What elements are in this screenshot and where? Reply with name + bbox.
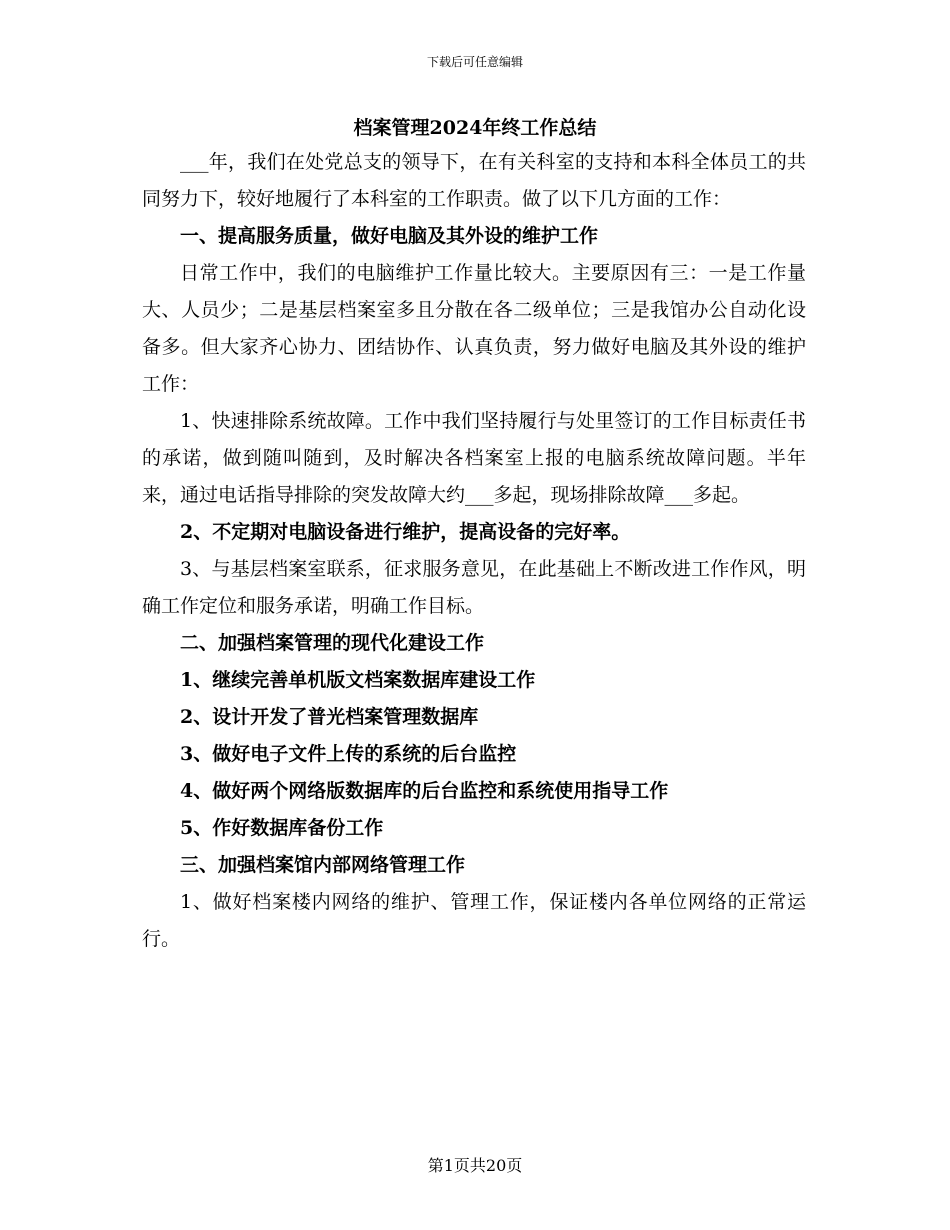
bold-list-item: 2、不定期对电脑设备进行维护，提高设备的完好率。 <box>180 521 631 543</box>
document-body <box>142 144 806 958</box>
list-item-paragraph: 3、与基层档案室联系，征求服务意见，在此基础上不断改进工作作风，明确工作定位和服务承诺，明确工作目标。 <box>142 558 806 617</box>
list-item-paragraph: 1、做好档案楼内网络的维护、管理工作，保证楼内各单位网络的正常运行。 <box>142 891 806 950</box>
document-title: 档案管理2024年终工作总结 <box>353 117 597 139</box>
intro-paragraph: ___年，我们在处党总支的领导下，在有关科室的支持和本科全体员工的共同努力下，较好地履行了本科室的工作职责。做了以下几方面的工作： <box>142 151 806 210</box>
header-note: 下载后可任意编辑 <box>426 55 523 69</box>
bold-list-item: 4、做好两个网络版数据库的后台监控和系统使用指导工作 <box>180 780 669 802</box>
bold-list-item: 2、设计开发了普光档案管理数据库 <box>180 706 479 728</box>
bold-list-item: 1、继续完善单机版文档案数据库建设工作 <box>180 669 536 691</box>
list-item-paragraph: 1、快速排除系统故障。工作中我们坚持履行与处里签订的工作目标责任书的承诺，做到随叫随到，及时解决各档案室上报的电脑系统故障问题。半年来，通过电话指导排除的突发故障大约___多起，现场排除故障___多起。 <box>142 410 806 506</box>
section-heading-1: 一、提高服务质量，做好电脑及其外设的维护工作 <box>180 225 599 247</box>
section-heading-2: 二、加强档案管理的现代化建设工作 <box>180 632 485 654</box>
page-footer: 第1页共20页 <box>427 1156 523 1175</box>
bold-list-item: 5、作好数据库备份工作 <box>180 817 384 839</box>
section-heading-3: 三、加强档案馆内部网络管理工作 <box>180 854 466 876</box>
bold-list-item: 3、做好电子文件上传的系统的后台监控 <box>180 743 517 765</box>
body-paragraph: 日常工作中，我们的电脑维护工作量比较大。主要原因有三：一是工作量大、人员少；二是基层档案室多且分散在各二级单位；三是我馆办公自动化设备多。但大家齐心协力、团结协作、认真负责，努力做好电脑及其外设的维护工作： <box>142 262 806 395</box>
